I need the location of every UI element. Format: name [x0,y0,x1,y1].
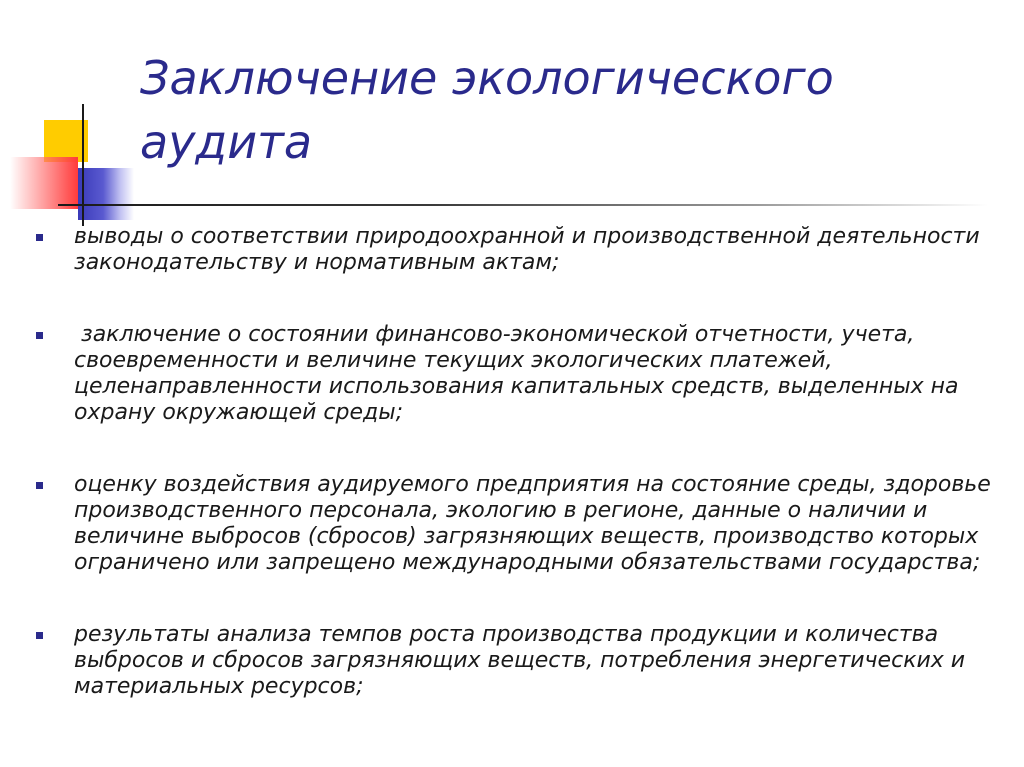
square-bullet-icon [36,332,43,339]
square-bullet-icon [36,632,43,639]
square-bullet-icon [36,234,43,241]
vertical-rule [82,104,84,226]
bullet-text: выводы о соответствии природоохранной и производственной деятельности законодательству и нормативным актам; [74,224,980,275]
bullet-item [36,622,996,700]
red-square-decoration [10,157,78,209]
bullet-item [36,224,996,276]
bullet-text: заключение о состоянии финансово-экономической отчетности, учета, своевременности и величине текущих экологических платежей, целенаправленности использования капитальных средств, выделенных на охрану окружающей среды; [74,322,966,425]
slide-title: Заключение экологического аудита [140,51,834,169]
bullet-list [36,224,996,700]
square-bullet-icon [36,482,43,489]
bullet-item [36,472,996,576]
bullet-text: результаты анализа темпов роста производства продукции и количества выбросов и сбросов загрязняющих веществ, потребления энергетических и материальных ресурсов; [74,622,966,699]
blue-square-decoration [78,168,134,220]
title-underline [58,204,988,206]
bullet-text: оценку воздействия аудируемого предприятия на состояние среды, здоровье производственного персонала, экологию в регионе, данные о наличии и величине выбросов (сбросов) загрязняющих веществ, производство которых ограничено или запрещено международными обязательствами государства; [74,472,991,575]
bullet-item [36,322,996,426]
